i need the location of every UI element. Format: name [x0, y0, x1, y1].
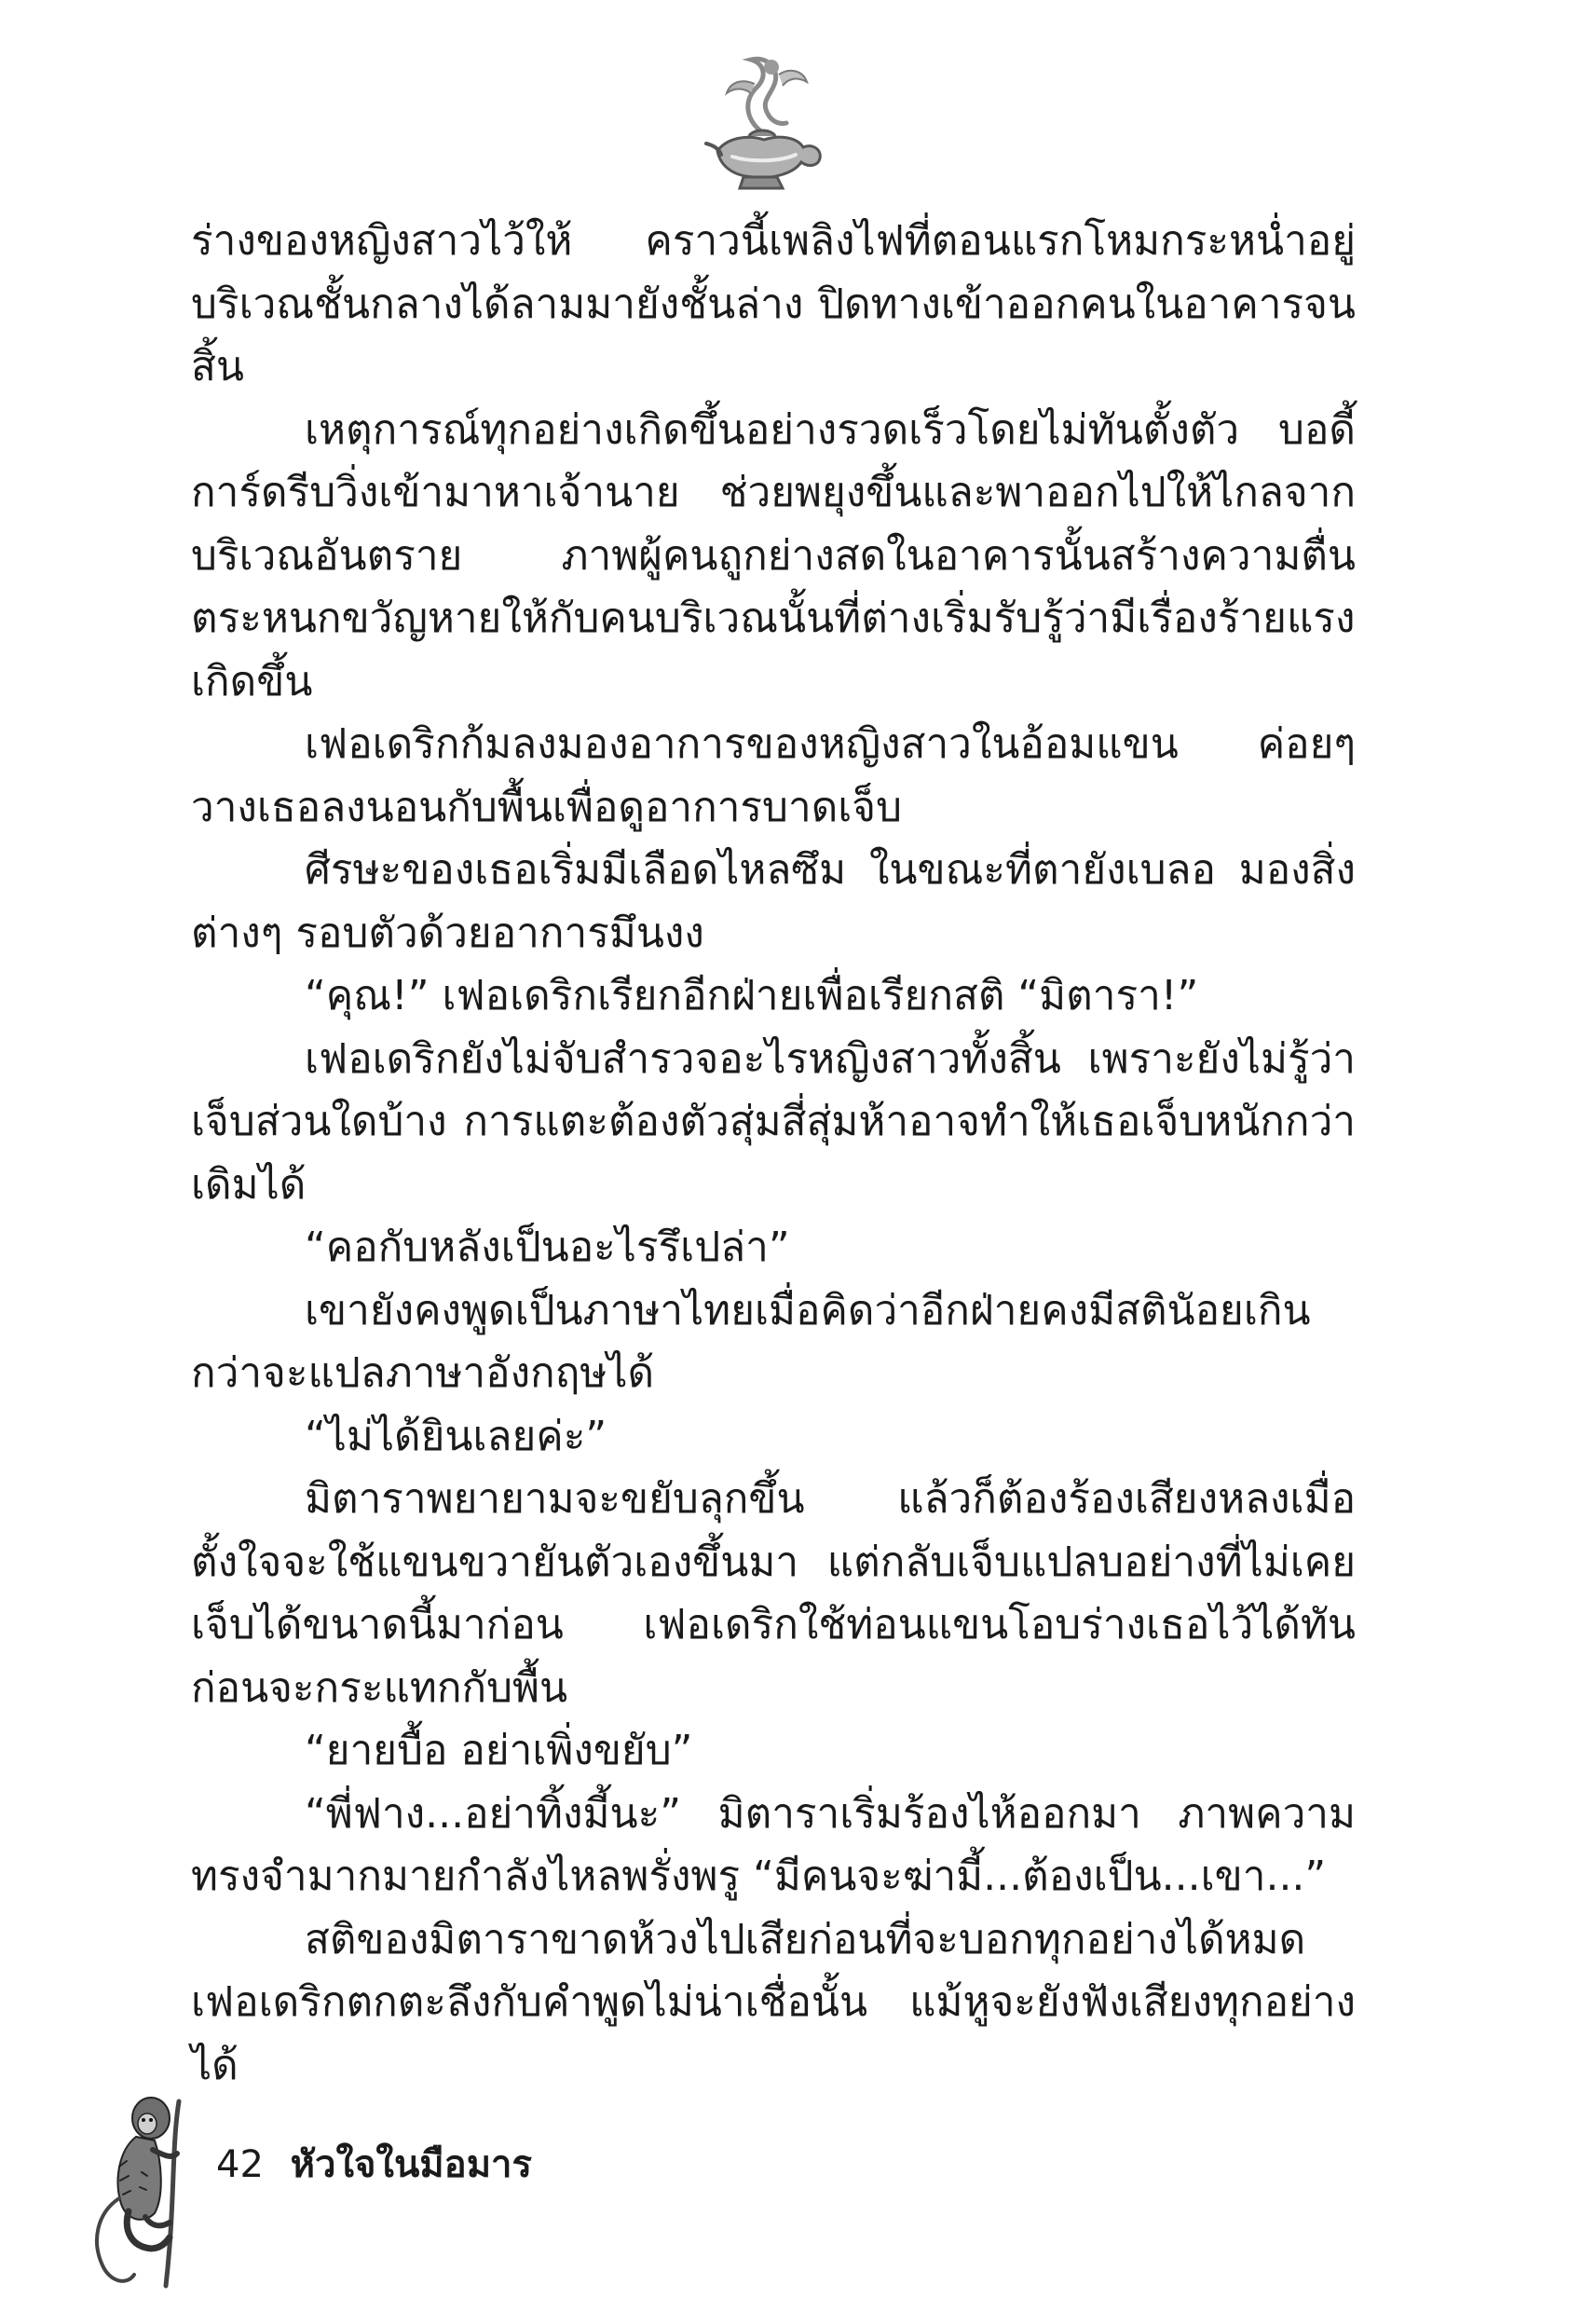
paragraph: ร่างของหญิงสาวไว้ให้ คราวนี้เพลิงไฟที่ตอนแรกโหมกระหน่ำอยู่บริเวณชั้นกลางได้ลามมายังชั้นล่าง ปิดทางเข้าออกคนในอาคารจนสิ้น [191, 217, 1356, 390]
monkey-icon [86, 2083, 193, 2292]
page-footer [216, 2141, 532, 2188]
paragraph: เฟอเดริกยังไม่จับสำรวจอะไรหญิงสาวทั้งสิ้น เพราะยังไม่รู้ว่าเจ็บส่วนใดบ้าง การแตะต้องตัวสุ่มสี่สุ่มห้าอาจทำให้เธอเจ็บหนักกว่าเดิมได้ [191, 1034, 1356, 1209]
paragraph: “พี่ฟาง...อย่าทิ้งมี้นะ” มิตาราเริ่มร้องไห้ออกมา ภาพความทรงจำมากมายกำลังไหลพรั่งพรู “มีคนจะฆ่ามี้...ต้องเป็น...เขา...” [191, 1789, 1356, 1900]
paragraph: เฟอเดริกก้มลงมองอาการของหญิงสาวในอ้อมแขน ค่อยๆ วางเธอลงนอนกับพื้นเพื่อดูอาการบาดเจ็บ [191, 720, 1356, 831]
paragraph: เหตุการณ์ทุกอย่างเกิดขึ้นอย่างรวดเร็วโดยไม่ทันตั้งตัว บอดี้การ์ดรีบวิ่งเข้ามาหาเจ้านาย ช่วยพยุงขึ้นและพาออกไปให้ไกลจากบริเวณอันตราย ภาพผู้คนถูกย่างสดในอาคารนั้นสร้างความตื่นตระหนกขวัญหายให้กับคนบริเวณนั้นที่ต่างเริ่มรับรู้ว่ามีเรื่องร้ายแรงเกิดขึ้น [191, 405, 1356, 705]
paragraph: “คุณ!” เฟอเดริกเรียกอีกฝ่ายเพื่อเรียกสติ “มิตารา!” [305, 972, 1199, 1019]
body-text [191, 210, 1356, 2097]
paragraph: “ยายบื้อ อย่าเพิ่งขยับ” [305, 1727, 693, 1774]
paragraph: เขายังคงพูดเป็นภาษาไทยเมื่อคิดว่าอีกฝ่ายคงมีสตินัอยเกินกว่าจะแปลภาษาอังกฤษได้ [191, 1286, 1311, 1397]
paragraph: “ไม่ได้ยินเลยค่ะ” [305, 1412, 607, 1460]
paragraph: “คอกับหลังเป็นอะไรรึเปล่า” [305, 1224, 790, 1271]
page-number: 42 [216, 2143, 264, 2186]
genie-lamp-icon [689, 47, 829, 196]
book-title: หัวใจในมือมาร [290, 2143, 532, 2186]
paragraph: มิตาราพยายามจะขยับลุกขึ้น แล้วก็ต้องร้องเสียงหลงเมื่อตั้งใจจะใช้แขนขวายันตัวเองขึ้นมา แต่กลับเจ็บแปลบอย่างที่ไม่เคยเจ็บได้ขนาดนี้มาก่อน เฟอเดริกใช้ท่อนแขนโอบร่างเธอไว้ได้ทันก่อนจะกระแทกกับพื้น [191, 1475, 1356, 1712]
paragraph: ศีรษะของเธอเริ่มมีเลือดไหลซึม ในขณะที่ตายังเบลอ มองสิ่งต่างๆ รอบตัวด้วยอาการมึนงง [191, 846, 1356, 957]
paragraph: สติของมิตาราขาดห้วงไปเสียก่อนที่จะบอกทุกอย่างได้หมด เฟอเดริกตกตะลึงกับคำพูดไม่น่าเชื่อนั้น แม้หูจะยังฟังเสียงทุกอย่างได้ [191, 1915, 1356, 2089]
